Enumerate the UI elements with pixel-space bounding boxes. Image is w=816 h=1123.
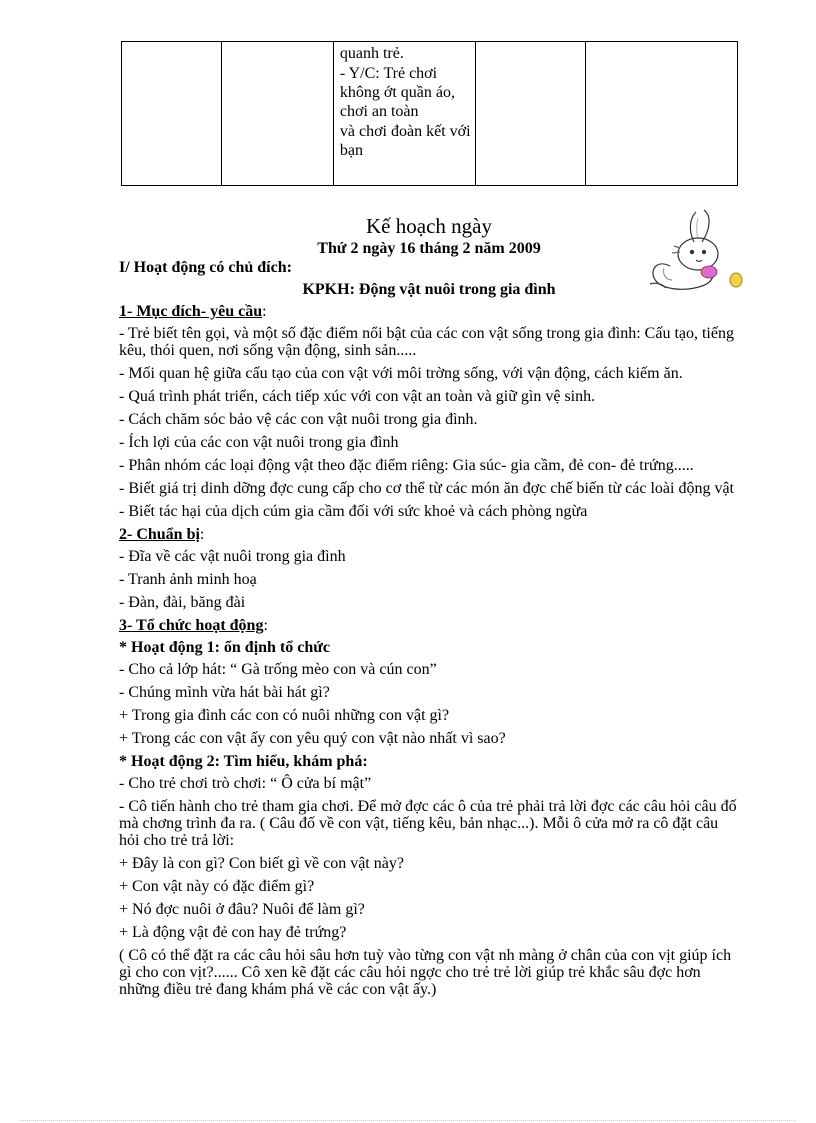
paragraph: + Nó đợc nuôi ở đâu? Nuôi để làm gì?: [119, 901, 365, 918]
paragraph: - Biết giá trị dinh dỡng đợc cung cấp cho cơ thể từ các món ăn đợc chế biến từ các loài động vật: [119, 480, 734, 497]
paragraph: - Đĩa về các vật nuôi trong gia đình: [119, 548, 346, 565]
heading-colon: :: [262, 303, 267, 320]
paragraph: - Đàn, đài, băng đài: [119, 594, 246, 611]
section-heading: I/ Hoạt động có chủ đích:: [119, 259, 292, 276]
table-cell: [222, 42, 333, 186]
cell-line: quanh trẻ.: [339, 45, 404, 62]
paragraph: - Quá trình phát triển, cách tiếp xúc với con vật an toàn và giữ gìn vệ sinh.: [119, 388, 596, 405]
activity-heading: * Hoạt động 2: Tìm hiểu, khám phá:: [119, 753, 368, 770]
cell-line: - Y/C: Trẻ chơi không ớt quần áo, chơi an toàn: [339, 65, 455, 120]
main-content: [119, 214, 739, 1004]
date-line: Thứ 2 ngày 16 tháng 2 năm 2009: [317, 240, 541, 257]
paragraph: + Trong gia đình các con có nuôi những con vật gì?: [119, 707, 450, 724]
organize-heading-line: [119, 617, 739, 634]
activity-heading: * Hoạt động 1: ổn định tổ chức: [119, 639, 330, 656]
purpose-heading-line: [119, 303, 739, 320]
heading-colon: :: [263, 617, 268, 634]
paragraph: ( Cô có thể đặt ra các câu hỏi sâu hơn tuỳ vào từng con vật nh màng ở chân của con vịt giúp ích gì cho con vịt?...... Cô xen kẽ đặt các câu hỏi ngợc cho trẻ trẻ lời giúp trẻ khắc sâu đợc hơn những điều trẻ đang khám phá về các con vật ấy.): [119, 947, 732, 998]
cell-line: và chơi đoàn kết với bạn: [339, 123, 471, 159]
table-fragment: [121, 41, 738, 186]
paragraph: - Cho trẻ chơi trò chơi: “ Ô cửa bí mật”: [119, 775, 372, 792]
paragraph: - Cô tiến hành cho trẻ tham gia chơi. Để mở đợc các ô của trẻ phải trả lời đợc các câu hỏi câu đố mà chơng trình đa ra. ( Câu đố về con vật, tiếng kêu, bản nhạc...). Mỗi ô cửa mở ra cô đặt câu hỏi cho trẻ trả lời:: [119, 798, 737, 849]
prepare-heading-line: [119, 526, 739, 543]
table-cell: [476, 42, 585, 186]
paragraph: + Là động vật đẻ con hay đẻ trứng?: [119, 924, 347, 941]
paragraph: - Tranh ảnh minh hoạ: [119, 571, 257, 588]
purpose-heading: 1- Mục đích- yêu cầu: [119, 303, 263, 320]
paragraph: - Mối quan hệ giữa cấu tạo của con vật với môi trờng sống, với vận động, cách kiếm ăn.: [119, 365, 683, 382]
heading-colon: :: [199, 526, 205, 543]
page-divider: [20, 1120, 796, 1121]
page-title: Kế hoạch ngày: [366, 214, 492, 238]
paragraph: - Biết tác hại của dịch cúm gia cầm đối với sức khoẻ và cách phòng ngừa: [119, 503, 588, 520]
paragraph: + Đây là con gì? Con biết gì về con vật này?: [119, 855, 404, 872]
table-cell: [585, 42, 737, 186]
organize-heading: 3- Tổ chức hoạt động: [119, 617, 264, 634]
paragraph: - Cách chăm sóc bảo vệ các con vật nuôi trong gia đình.: [119, 411, 478, 428]
paragraph: - Ích lợi của các con vật nuôi trong gia đình: [119, 434, 399, 451]
subject-title: KPKH: Động vật nuôi trong gia đình: [302, 281, 556, 298]
paragraph: - Trẻ biết tên gọi, và một số đặc điểm nổi bật của các con vật sống trong gia đình: Cấu tạo, tiếng kêu, thói quen, nơi sống vận động, sinh sản.....: [119, 325, 734, 359]
paragraph: - Cho cả lớp hát: “ Gà trống mèo con và cún con”: [119, 661, 437, 678]
prepare-heading: 2- Chuẩn bị: [119, 526, 200, 543]
paragraph: - Chúng mình vừa hát bài hát gì?: [119, 684, 330, 701]
paragraph: - Phân nhóm các loại động vật theo đặc điểm riêng: Gia súc- gia cầm, đẻ con- đẻ trứng.....: [119, 457, 694, 474]
table-cell: [122, 42, 222, 186]
paragraph: + Trong các con vật ấy con yêu quý con vật nào nhất vì sao?: [119, 730, 506, 747]
table-row: [122, 42, 738, 186]
table-cell: [333, 42, 475, 186]
paragraph: + Con vật này có đặc điểm gì?: [119, 878, 315, 895]
